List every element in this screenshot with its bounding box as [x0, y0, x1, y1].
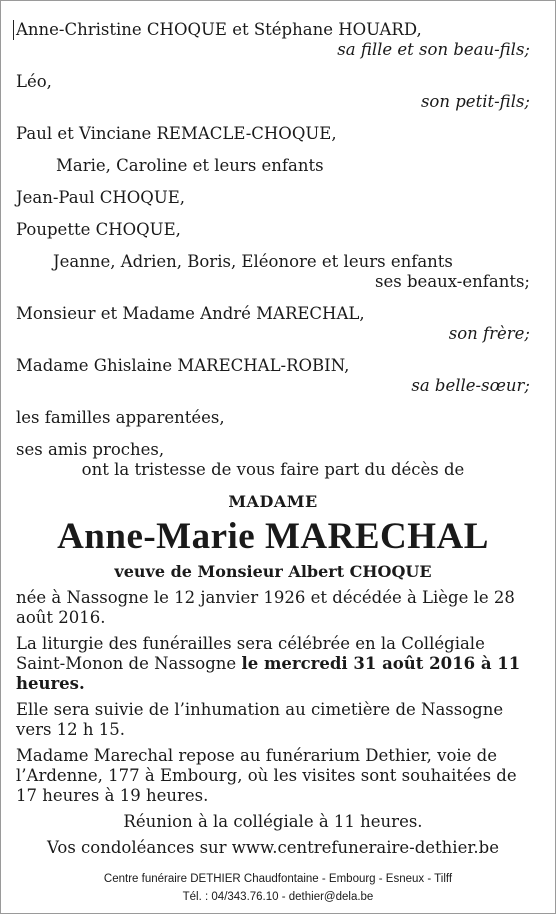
announcement-text: ont la tristesse de vous faire part du décès de: [81, 460, 465, 479]
family-line: Léo,: [16, 72, 52, 91]
family-line: Poupette CHOQUE,: [16, 220, 181, 239]
liturgy-date: le mercredi 31 août 2016 à 11 heures.: [16, 654, 521, 693]
footer-company: Centre funéraire DETHIER Chaudfontaine - Embourg - Esneux - Tilff: [103, 873, 453, 885]
birth-death-paragraph: née à Nassogne le 12 janvier 1926 et décédée à Liège le 28 août 2016.: [16, 588, 515, 627]
family-line: ses amis proches,: [16, 440, 165, 459]
burial-paragraph: Elle sera suivie de l’inhumation au cimetière de Nassogne vers 12 h 15.: [16, 700, 504, 739]
funerarium-paragraph: Madame Marechal repose au funérarium Dethier, voie de l’Ardenne, 177 à Embourg, où les visites sont souhaitées de 17 heures à 19 heures.: [16, 746, 517, 805]
relation-line: son petit-fils;: [420, 92, 530, 111]
family-subline: Jeanne, Adrien, Boris, Eléonore et leurs enfants: [53, 252, 453, 271]
family-line: Jean-Paul CHOQUE,: [16, 188, 186, 207]
family-line: Anne-Christine CHOQUE et Stéphane HOUARD,: [13, 20, 530, 40]
relation-line: sa belle-sœur;: [411, 376, 530, 395]
death-notice: [16, 20, 530, 858]
relation-line: son frère;: [448, 324, 530, 343]
family-line: Paul et Vinciane REMACLE-CHOQUE,: [16, 124, 337, 143]
deceased-name: Anne-Marie MARECHAL: [57, 516, 489, 557]
relation-line: sa fille et son beau-fils;: [337, 40, 530, 59]
condolences-line: Vos condoléances sur www.centrefuneraire-dethier.be: [47, 838, 499, 857]
widow-of-line: veuve de Monsieur Albert CHOQUE: [114, 562, 432, 581]
liturgy-paragraph: [16, 634, 530, 694]
family-line: Monsieur et Madame André MARECHAL,: [16, 304, 365, 323]
meeting-line: Réunion à la collégiale à 11 heures.: [123, 812, 423, 831]
liturgy-text: La liturgie des funérailles sera célébrée en la Collégiale Saint-Monon de Nassogne: [16, 634, 485, 673]
title-madame: MADAME: [228, 492, 318, 511]
family-subline: Marie, Caroline et leurs enfants: [56, 156, 324, 175]
family-line: les familles apparentées,: [16, 408, 225, 427]
relation-line: ses beaux-enfants;: [375, 272, 530, 291]
footer-contact: Tél. : 04/343.76.10 - dethier@dela.be: [182, 891, 374, 903]
family-line: Madame Ghislaine MARECHAL-ROBIN,: [16, 356, 350, 375]
